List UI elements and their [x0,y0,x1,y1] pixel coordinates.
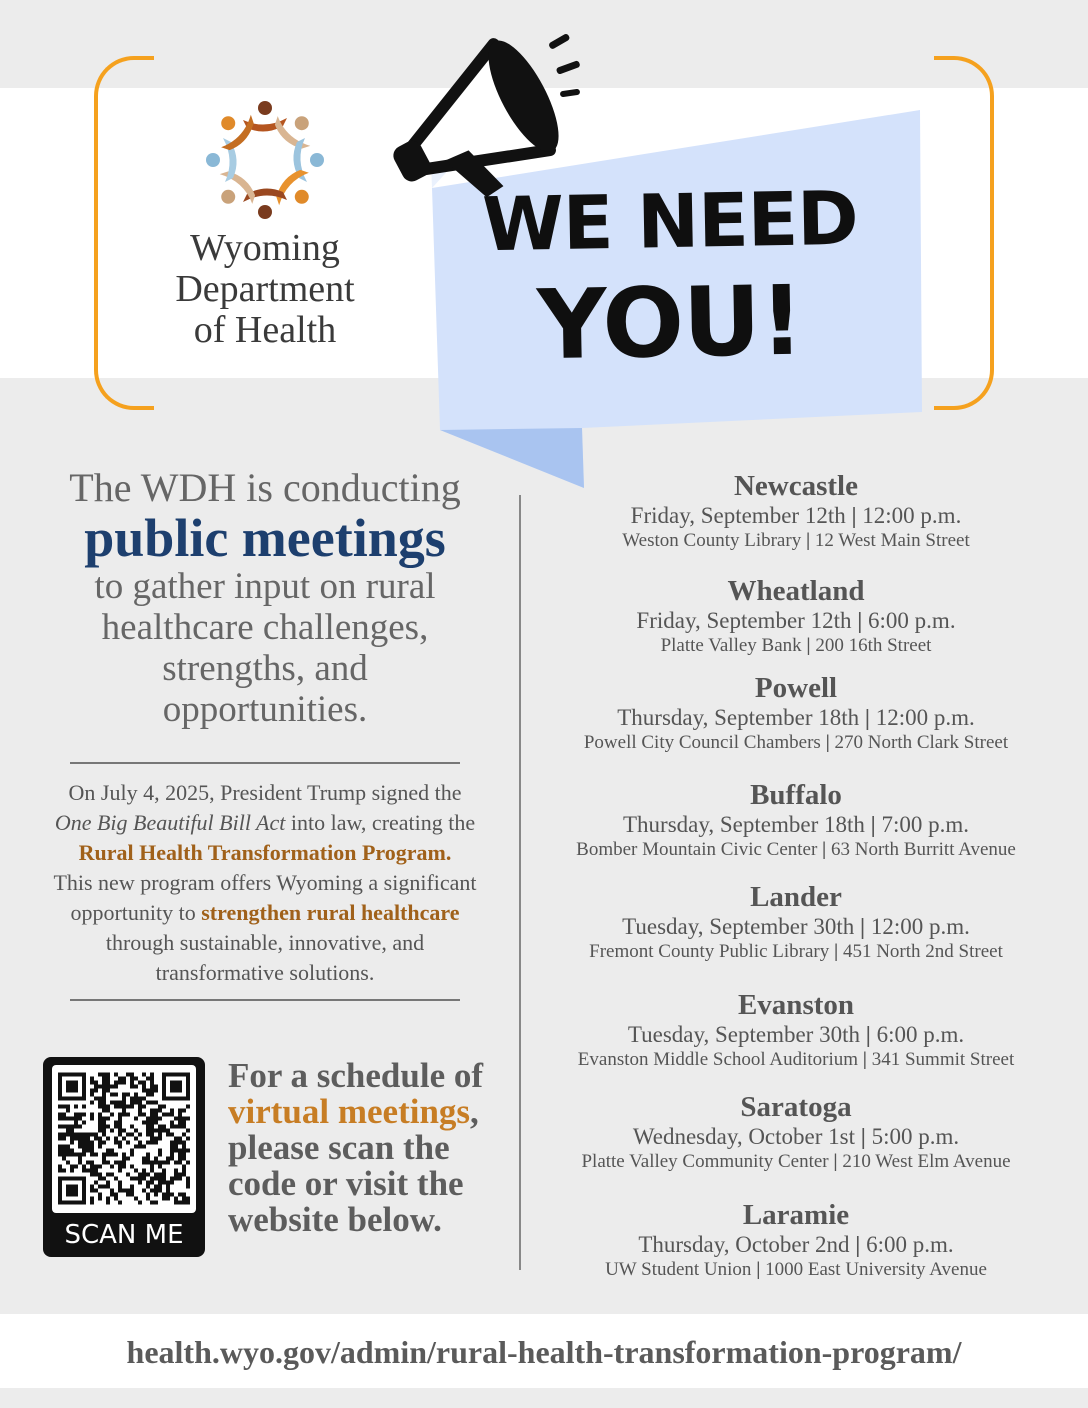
meeting-location: Fremont County Public Library | 451 North 2nd Street [589,941,1003,962]
meeting-datetime: Tuesday, September 30th | 12:00 p.m. [622,914,970,939]
column-divider [519,495,521,1270]
meeting-lander [530,881,1062,964]
meeting-location: Platte Valley Bank | 200 16th Street [660,635,932,656]
headline-line2: YOU! [536,264,804,382]
meeting-city: Laramie [742,1199,850,1231]
meeting-city: Powell [754,672,838,704]
intro-line3: to gather input on rural [94,566,436,607]
meeting-laramie [530,1199,1062,1282]
meeting-location: Bomber Mountain Civic Center | 63 North Burritt Avenue [576,839,1016,860]
desc-line1: On July 4, 2025, President Trump signed the [68,780,462,805]
divider-top [70,762,460,764]
meeting-location: Powell City Council Chambers | 270 North Clark Street [583,732,1009,753]
meeting-city: Wheatland [727,575,865,607]
virtual-comma: , [470,1092,479,1131]
virtual-meetings-note [228,1058,498,1238]
meeting-buffalo [530,779,1062,862]
headline [480,175,860,382]
meeting-powell [530,672,1062,755]
program-description [34,778,496,988]
meeting-location: UW Student Union | 1000 East University Avenue [605,1259,987,1280]
divider-bottom [70,999,460,1001]
desc-line6: transformative solutions. [155,960,375,985]
intro-line4: healthcare challenges, [101,607,429,648]
headline-line1: WE NEED [481,175,859,269]
meeting-wheatland [530,575,1062,658]
virtual-meetings-emphasis: virtual meetings [228,1092,471,1131]
meeting-newcastle [530,470,1062,553]
intro-line1: The WDH is conducting [69,465,461,510]
meeting-city: Evanston [737,989,855,1021]
meeting-datetime: Thursday, September 18th | 12:00 p.m. [617,705,975,730]
meeting-city: Buffalo [750,779,842,811]
act-name: One Big Beautiful Bill Act [54,810,286,835]
virtual-line5: website below. [228,1200,442,1239]
intro-line6: opportunities. [162,689,368,730]
emphasis-text: strengthen rural healthcare [201,900,460,925]
program-name: Rural Health Transformation Program. [78,840,452,865]
scan-me-label: SCAN ME [64,1220,184,1250]
meeting-datetime: Tuesday, September 30th | 6:00 p.m. [627,1022,965,1047]
virtual-line4: code or visit the [228,1164,464,1203]
meeting-city: Lander [750,881,842,913]
qr-code-icon[interactable] [58,1071,190,1206]
meeting-datetime: Friday, September 12th | 12:00 p.m. [630,503,962,528]
intro-heading [40,466,490,730]
website-link[interactable]: health.wyo.gov/admin/rural-health-transformation-program/ [126,1334,962,1370]
org-name-line2: Department [175,268,355,310]
meeting-datetime: Friday, September 12th | 6:00 p.m. [636,608,956,633]
meeting-datetime: Wednesday, October 1st | 5:00 p.m. [632,1124,960,1149]
org-name [150,228,380,351]
org-name-line3: of Health [193,309,337,351]
desc-line2: into law, creating the [285,810,476,835]
virtual-line1: For a schedule of [228,1056,484,1095]
meeting-location: Platte Valley Community Center | 210 West Elm Avenue [581,1151,1011,1172]
meeting-city: Newcastle [733,470,858,502]
org-name-line1: Wyoming [190,227,340,269]
meeting-saratoga [530,1091,1062,1174]
meeting-datetime: Thursday, September 18th | 7:00 p.m. [623,812,969,837]
desc-line5: through sustainable, innovative, and [105,930,425,955]
virtual-line3: please scan the [228,1128,450,1167]
meeting-location: Weston County Library | 12 West Main Street [622,530,970,551]
meeting-evanston [530,989,1062,1072]
intro-line5: strengths, and [162,648,368,689]
meeting-datetime: Thursday, October 2nd | 6:00 p.m. [638,1232,954,1257]
meeting-city: Saratoga [740,1091,852,1123]
right-bracket-decoration [934,56,994,410]
desc-line3: This new program offers Wyoming a significant [53,870,477,895]
intro-emphasis: public meetings [84,508,446,568]
wdh-logo-icon [198,96,332,226]
left-bracket-decoration [94,56,154,410]
desc-line4: opportunity to [70,900,202,925]
meeting-location: Evanston Middle School Auditorium | 341 Summit Street [577,1049,1015,1070]
